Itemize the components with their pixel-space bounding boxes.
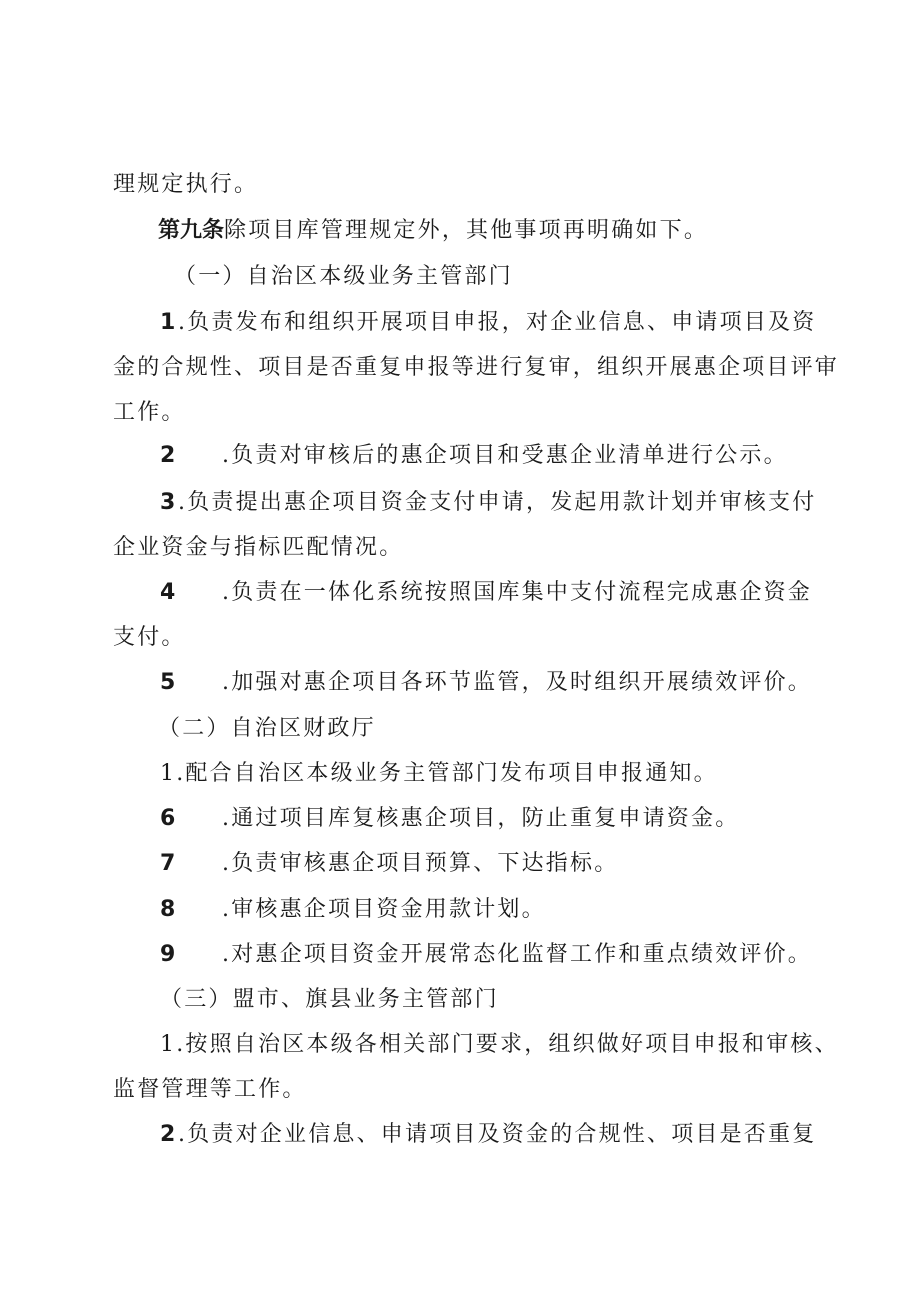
item-number: 3 bbox=[160, 490, 178, 515]
article-9 bbox=[158, 216, 708, 246]
section1-item5: 5 .加强对惠企项目各环节监管，及时组织开展绩效评价。 bbox=[160, 668, 812, 698]
section2-item1: 1.配合自治区本级业务主管部门发布项目申报通知。 bbox=[160, 761, 718, 786]
section2-item8: 8 .审核惠企项目资金用款计划。 bbox=[160, 895, 546, 925]
item-number: 4 bbox=[160, 580, 178, 605]
item-number: 9 bbox=[160, 942, 178, 967]
section1-item4-line1: 4 .负责在一体化系统按照国库集中支付流程完成惠企资金 bbox=[160, 578, 812, 608]
item-number: 2 bbox=[160, 443, 178, 468]
item-number: 8 bbox=[160, 897, 178, 922]
item-number: 5 bbox=[160, 670, 178, 695]
section1-item4-line2: 支付。 bbox=[113, 625, 186, 650]
section3-item2-line1: 2.负责对企业信息、申请项目及资金的合规性、项目是否重复 bbox=[160, 1120, 816, 1150]
section2-item9: 9 .对惠企项目资金开展常态化监督工作和重点绩效评价。 bbox=[160, 940, 812, 970]
section1-item2: 2 .负责对审核后的惠企项目和受惠企业清单进行公示。 bbox=[160, 441, 788, 471]
section-heading-2: （二）自治区财政厅 bbox=[158, 716, 376, 741]
section1-item3-line1: 3.负责提出惠企项目资金支付申请，发起用款计划并审核支付 bbox=[160, 488, 816, 518]
section1-item1-line1: 1.负责发布和组织开展项目申报，对企业信息、申请项目及资 bbox=[160, 308, 816, 338]
article-label: 第九条 bbox=[158, 218, 225, 243]
section2-item7: 7 .负责审核惠企项目预算、下达指标。 bbox=[160, 849, 618, 879]
article-text: 除项目库管理规定外，其他事项再明确如下。 bbox=[224, 218, 709, 243]
paragraph-continuation: 理规定执行。 bbox=[113, 172, 259, 197]
item-number: 6 bbox=[160, 806, 178, 831]
item-number: 2 bbox=[160, 1122, 178, 1147]
section-heading-3: （三）盟市、旗县业务主管部门 bbox=[160, 987, 499, 1012]
section-heading-1: （一）自治区本级业务主管部门 bbox=[174, 264, 513, 289]
section3-item1-line1: 1.按照自治区本级各相关部门要求，组织做好项目申报和审核、 bbox=[160, 1032, 839, 1057]
item-number: 7 bbox=[160, 851, 178, 876]
section2-item6: 6 .通过项目库复核惠企项目，防止重复申请资金。 bbox=[160, 804, 739, 834]
section1-item1-line2: 金的合规性、项目是否重复申报等进行复审，组织开展惠企项目评审 bbox=[113, 355, 840, 380]
section1-item3-line2: 企业资金与指标匹配情况。 bbox=[113, 535, 404, 560]
section1-item1-line3: 工作。 bbox=[113, 400, 186, 425]
section3-item1-line2: 监督管理等工作。 bbox=[113, 1077, 307, 1102]
item-number: 1 bbox=[160, 310, 178, 335]
